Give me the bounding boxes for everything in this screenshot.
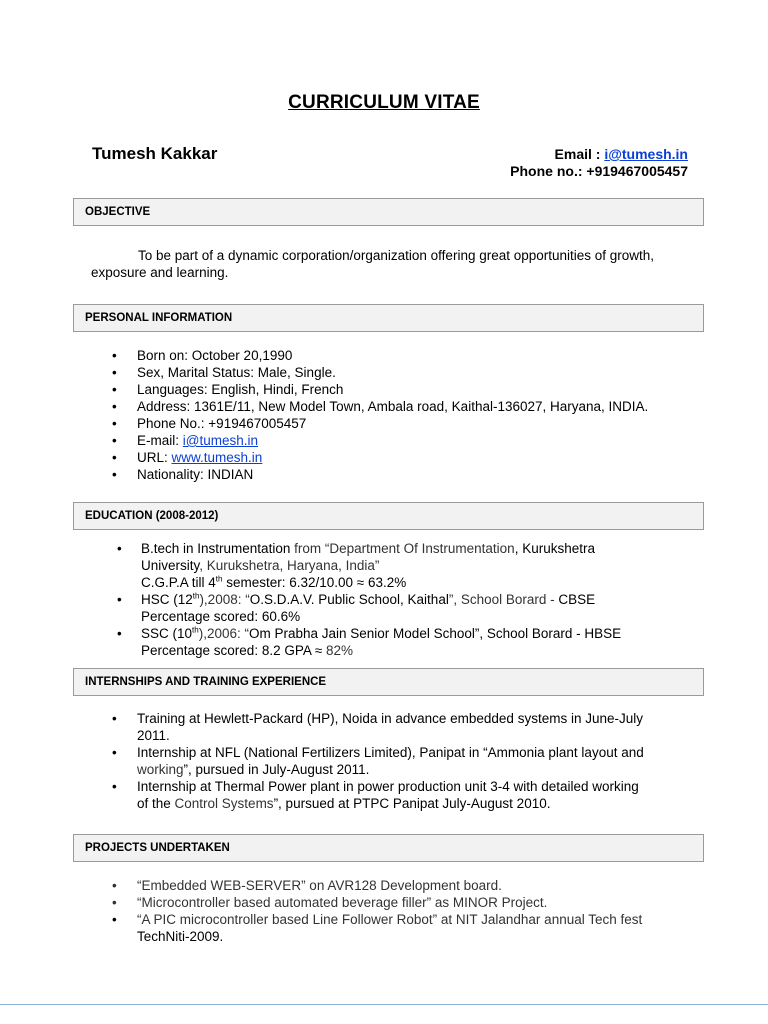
internship-text: Training at Hewlett-Packard (HP), Noida in advance embedded systems in June-July <box>137 711 643 726</box>
email-link[interactable]: i@tumesh.in <box>604 146 688 162</box>
candidate-name: Tumesh Kakkar <box>92 144 218 163</box>
website-link[interactable]: www.tumesh.in <box>171 450 263 465</box>
phone-value: +919467005457 <box>586 163 688 179</box>
list-item: • Sex, Marital Status: Male, Single. <box>0 364 707 381</box>
footer-divider <box>0 1004 768 1005</box>
document-title: CURRICULUM VITAE <box>288 92 480 113</box>
school-name: O.S.D.A.V. Public School, Kaithal <box>249 592 449 607</box>
internship-text: ”, pursued at PTPC Panipat July-August 2010. <box>273 796 551 811</box>
list-item: • Born on: October 20,1990 <box>0 347 707 364</box>
superscript: th <box>192 625 199 635</box>
cgpa-text: semester: 6.32/10.00 ≈ 63.2% <box>222 575 407 590</box>
superscript: th <box>192 591 200 601</box>
list-item <box>0 449 707 466</box>
list-item <box>0 778 707 812</box>
ssc-text: ),2006: “ <box>198 626 249 641</box>
institution-text: from “Department Of Instrumentation <box>290 541 515 556</box>
contact-block <box>510 146 688 180</box>
section-objective: OBJECTIVE <box>73 198 704 226</box>
ssc-text: ”, School Borard - HBSE <box>474 626 622 641</box>
hsc-text: ”, School Borard - <box>448 592 559 607</box>
project-text: “A PIC microcontroller based Line Follower Robot” at NIT Jalandhar annual Tech fest <box>137 912 643 927</box>
list-item <box>0 911 707 945</box>
phone-line <box>510 163 688 180</box>
internship-text: Internship at NFL (National Fertilizers Limited), Panipat in “ <box>137 745 488 760</box>
list-item <box>0 710 707 744</box>
objective-line-2: exposure and learning. <box>91 265 229 280</box>
hsc-text: HSC (12 <box>141 592 193 607</box>
board-text: CBSE <box>558 592 596 607</box>
list-item <box>0 591 701 625</box>
percentage-text: Percentage scored: 8.2 GPA ≈ <box>141 643 327 658</box>
institution-text: , Kurukshetra, Haryana, India” <box>199 558 380 573</box>
cgpa-text: C.G.P.A till 4 <box>141 575 216 590</box>
degree-text: B.tech in Instrumentation <box>141 541 291 556</box>
school-name: Om Prabha Jain Senior Model School <box>248 626 475 641</box>
email-link[interactable]: i@tumesh.in <box>182 433 258 448</box>
personal-info-list <box>0 347 707 483</box>
url-label: URL: <box>137 450 172 465</box>
ssc-text: SSC (10 <box>141 626 193 641</box>
email-label: E-mail: <box>137 433 183 448</box>
institution-text: University <box>141 558 200 573</box>
education-list <box>0 540 701 659</box>
internship-text: Ammonia plant layout and <box>487 745 644 760</box>
section-personal-information: PERSONAL INFORMATION <box>73 304 704 332</box>
project-text: TechNiti-2009. <box>137 929 224 944</box>
internship-text: of the <box>137 796 175 811</box>
internships-list <box>0 710 707 812</box>
email-label: Email : <box>554 146 605 162</box>
section-internships: INTERNSHIPS AND TRAINING EXPERIENCE <box>73 668 704 696</box>
objective-line-1: To be part of a dynamic corporation/organization offering great opportunities of growth, <box>138 248 655 263</box>
internship-text: Internship at Thermal Power plant in power production unit 3-4 with detailed working <box>137 779 639 794</box>
list-item <box>0 540 701 591</box>
section-projects: PROJECTS UNDERTAKEN <box>73 834 704 862</box>
percentage-text: 82% <box>326 643 354 658</box>
objective-text <box>91 247 691 281</box>
list-item: • “Microcontroller based automated beverage filler” as MINOR Project. <box>0 894 707 911</box>
hsc-text: ),2008: “ <box>199 592 250 607</box>
percentage-text: Percentage scored: 60.6% <box>141 609 301 624</box>
list-item: • Nationality: INDIAN <box>0 466 707 483</box>
list-item <box>0 432 707 449</box>
projects-list <box>0 877 707 945</box>
list-item: • “Embedded WEB-SERVER” on AVR128 Development board. <box>0 877 707 894</box>
institution-text: , Kurukshetra <box>514 541 595 556</box>
list-item <box>0 625 701 659</box>
internship-text: Control Systems <box>174 796 274 811</box>
list-item <box>0 744 707 778</box>
internship-text: working <box>137 762 184 777</box>
phone-label: Phone no.: <box>510 163 587 179</box>
superscript: th <box>215 574 223 584</box>
list-item: • Phone No.: +919467005457 <box>0 415 707 432</box>
email-line <box>510 146 688 163</box>
list-item: • Languages: English, Hindi, French <box>0 381 707 398</box>
internship-text: 2011. <box>137 728 170 743</box>
section-education: EDUCATION (2008-2012) <box>73 502 704 530</box>
list-item: • Address: 1361E/11, New Model Town, Ambala road, Kaithal-136027, Haryana, INDIA. <box>0 398 707 415</box>
internship-text: ”, pursued in July-August 2011. <box>183 762 370 777</box>
